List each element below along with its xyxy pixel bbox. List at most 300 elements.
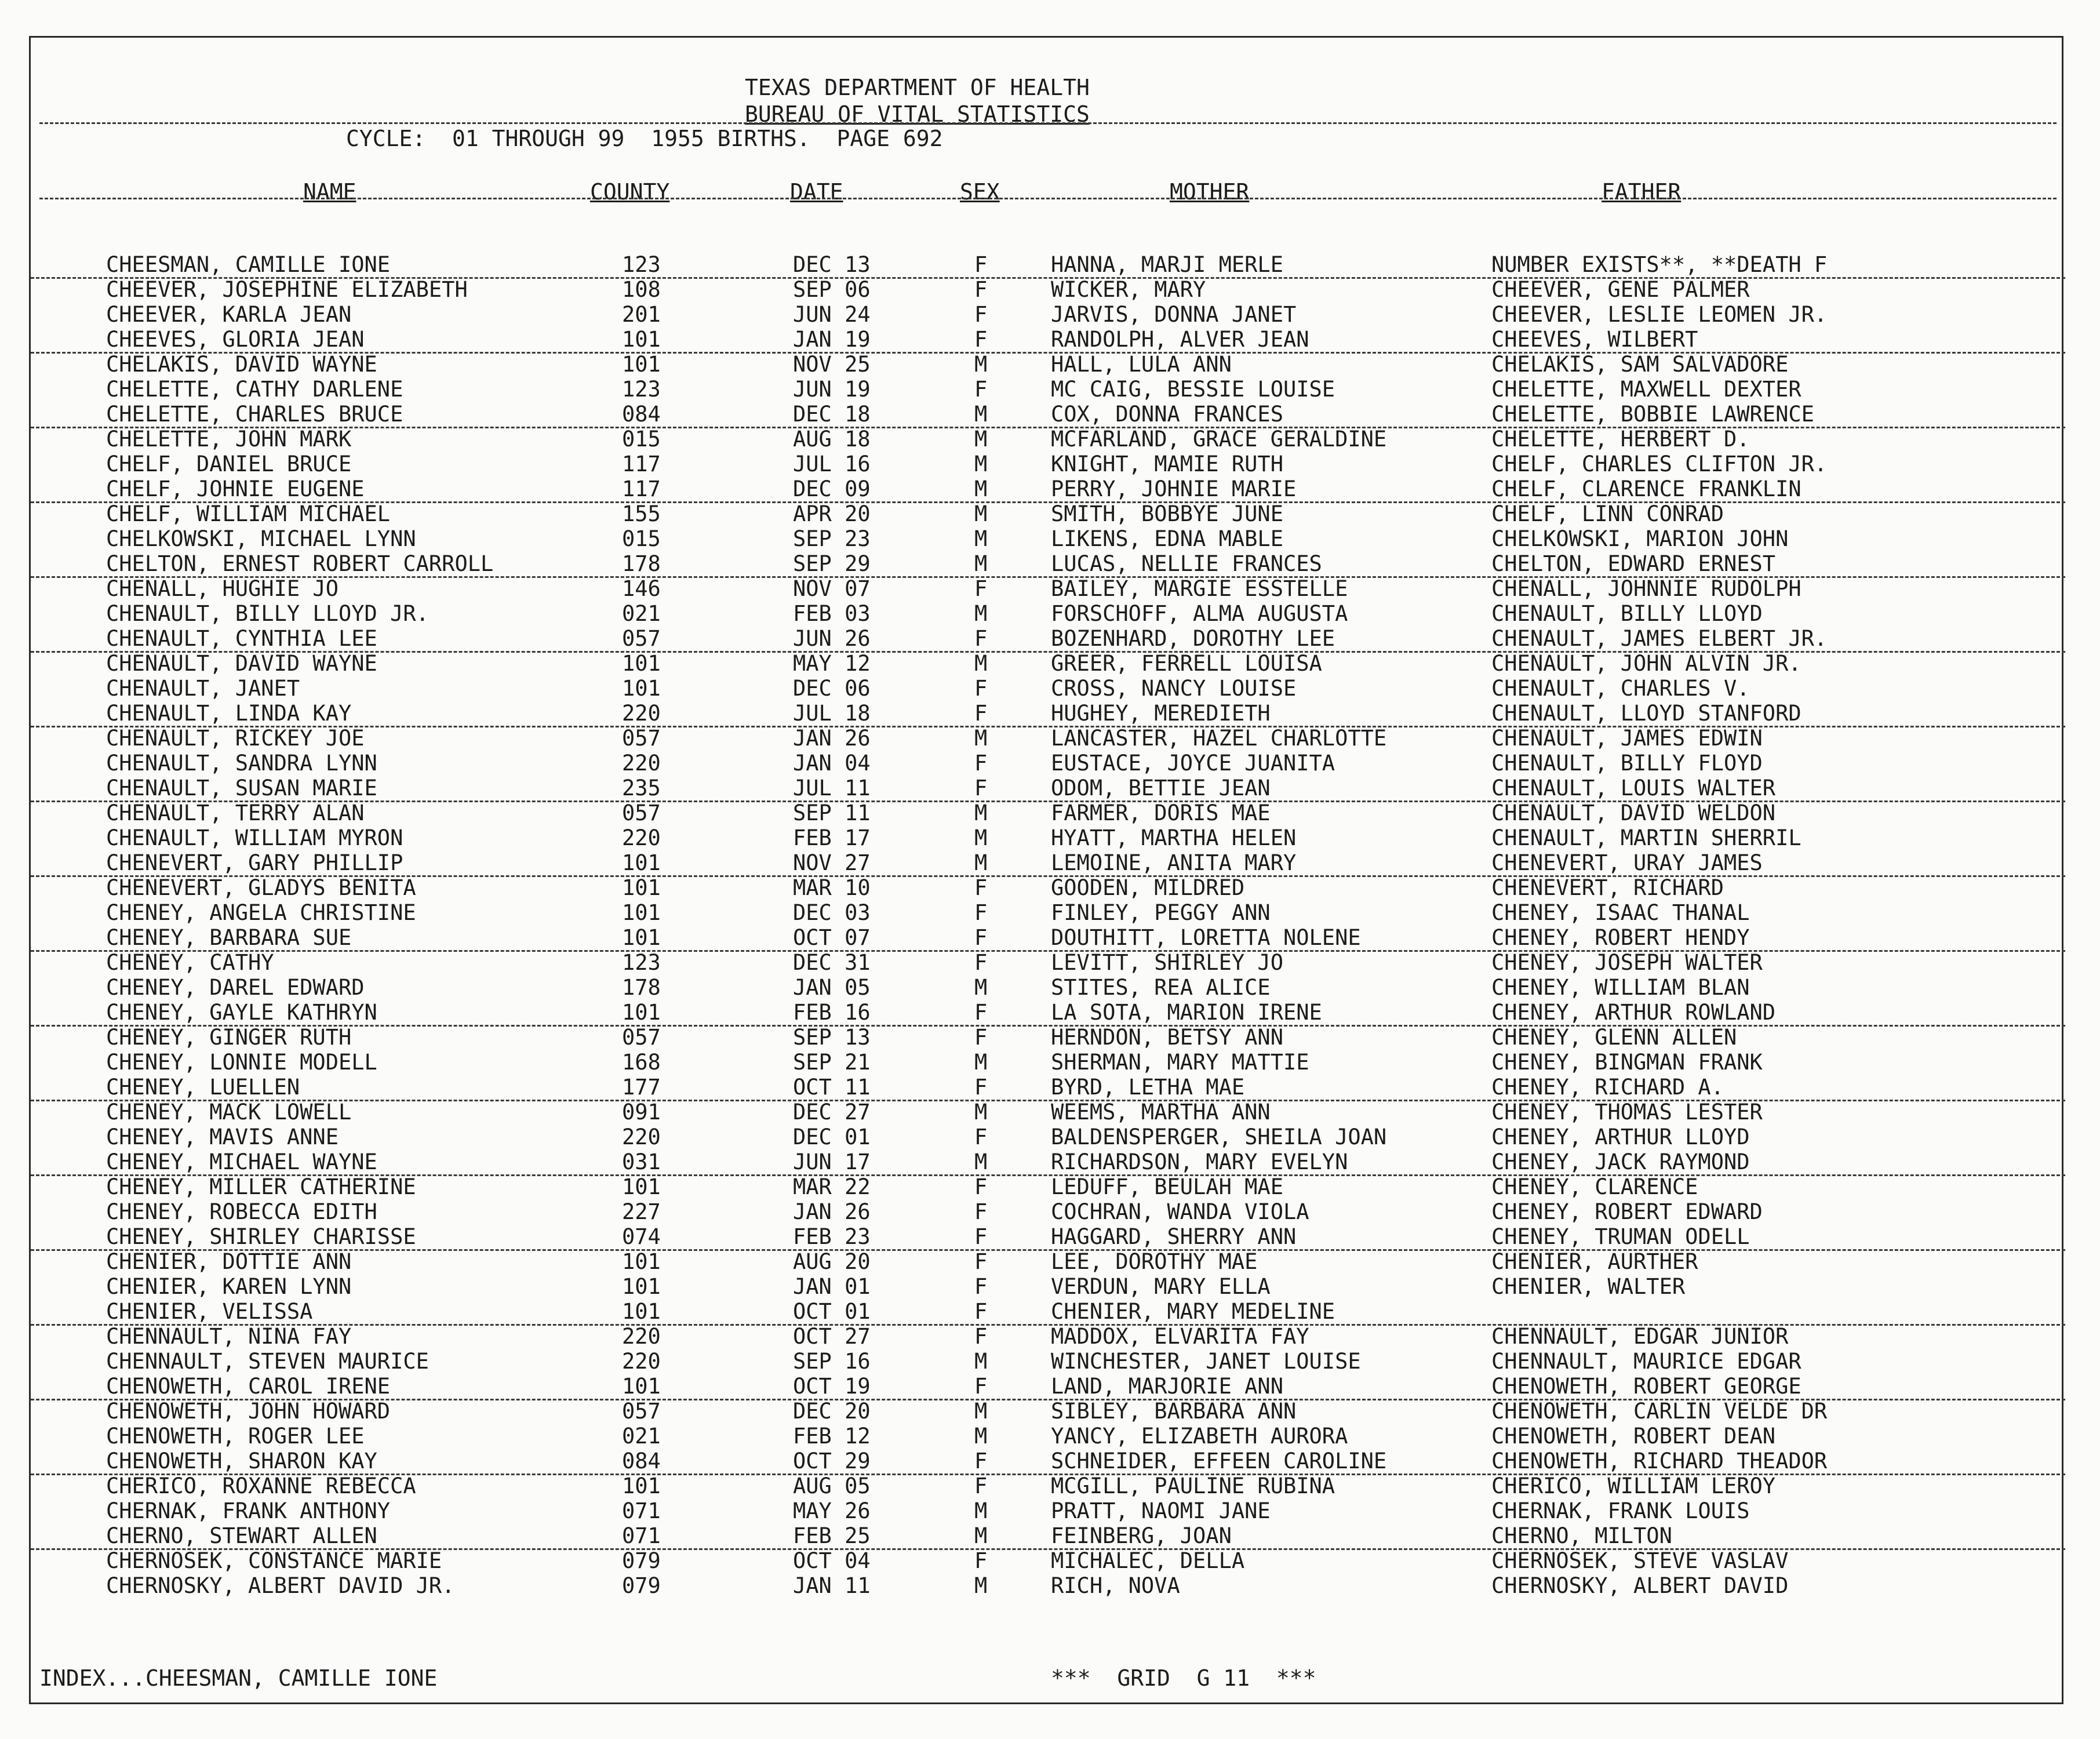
record-date: JUN 24 [793,302,871,327]
record-county: 015 [622,526,661,551]
record-mother: BALDENSPERGER, SHEILA JOAN [1051,1125,1387,1149]
record-date: JAN 26 [793,1199,871,1224]
record-father: CHELF, LINN CONRAD [1491,501,1724,526]
record-county: 091 [622,1100,661,1125]
record-sex: F [974,1449,988,1474]
record-county: 220 [622,1324,661,1349]
grid-footer: *** GRID G 11 *** [1051,1665,1316,1691]
record-date: JAN 01 [793,1274,871,1299]
record-father: CHENOWETH, ROBERT GEORGE [1491,1374,1801,1399]
record-date: JAN 11 [793,1573,871,1598]
record-row [31,1374,2065,1400]
record-mother: LEVITT, SHIRLEY JO [1051,950,1283,975]
record-name: CHERNOSKY, ALBERT DAVID JR. [106,1573,455,1598]
record-father: CHENOWETH, ROBERT DEAN [1491,1424,1776,1449]
record-row [31,925,2065,952]
record-mother: FORSCHOFF, ALMA AUGUSTA [1051,601,1348,626]
record-father: CHELETTE, HERBERT D. [1491,427,1750,452]
record-mother: SCHNEIDER, EFFEEN CAROLINE [1051,1449,1387,1474]
record-date: MAY 12 [793,651,871,676]
record-row [31,950,2065,975]
record-county: 201 [622,302,661,327]
record-row [31,875,2065,900]
record-name: CHENEY, SHIRLEY CHARISSE [106,1224,416,1249]
record-sex: F [974,1474,988,1498]
record-sex: M [974,526,988,551]
record-mother: COCHRAN, WANDA VIOLA [1051,1199,1309,1224]
record-date: DEC 18 [793,402,871,427]
record-row [31,452,2065,476]
department-title: TEXAS DEPARTMENT OF HEALTH [745,75,1090,100]
record-mother: SMITH, BOBBYE JUNE [1051,501,1283,526]
record-father: CHERNOSKY, ALBERT DAVID [1491,1573,1789,1598]
record-row [31,1100,2065,1125]
record-father: CHENNAULT, MAURICE EDGAR [1491,1349,1801,1374]
record-row [31,776,2065,802]
record-county: 084 [622,1449,661,1474]
record-sex: F [974,1274,988,1299]
record-name: CHELETTE, CHARLES BRUCE [106,402,403,427]
record-father: CHENIER, WALTER [1491,1274,1686,1299]
record-mother: STITES, REA ALICE [1051,975,1271,1000]
record-county: 101 [622,1299,661,1324]
record-father: CHERICO, WILLIAM LEROY [1491,1474,1776,1498]
record-name: CHENEY, MAVIS ANNE [106,1125,339,1149]
column-header-father: FATHER [1602,179,1682,205]
record-sex: M [974,726,988,751]
record-name: CHENOWETH, SHARON KAY [106,1449,377,1474]
record-row [31,1224,2065,1251]
record-date: OCT 29 [793,1449,871,1474]
record-father: CHENAULT, JAMES ELBERT JR. [1491,626,1828,651]
record-name: CHENEY, LUELLEN [106,1075,300,1100]
record-father: CHENEY, ISAAC THANAL [1491,900,1750,925]
record-row [31,1523,2065,1550]
record-sex: F [974,925,988,950]
record-row [31,1449,2065,1475]
record-father: CHERNAK, FRANK LOUIS [1491,1498,1750,1523]
record-mother: LEDUFF, BEULAH MAE [1051,1174,1283,1199]
record-sex: M [974,825,988,850]
record-date: SEP 13 [793,1025,871,1050]
record-row [31,1249,2065,1274]
record-name: CHENOWETH, ROGER LEE [106,1424,365,1449]
record-name: CHENAULT, CYNTHIA LEE [106,626,377,651]
column-header-name: NAME [303,179,356,205]
record-father: CHELF, CLARENCE FRANKLIN [1491,476,1801,501]
record-name: CHENAULT, JANET [106,676,300,701]
record-name: CHENIER, VELISSA [106,1299,313,1324]
record-name: CHELF, DANIEL BRUCE [106,452,352,476]
record-father: CHENAULT, DAVID WELDON [1491,801,1776,825]
record-father: CHENNAULT, EDGAR JUNIOR [1491,1324,1789,1349]
record-sex: F [974,1174,988,1199]
record-sex: F [974,1374,988,1399]
record-sex: F [974,875,988,900]
record-father: CHELF, CHARLES CLIFTON JR. [1491,452,1828,476]
record-date: APR 20 [793,501,871,526]
record-row [31,1498,2065,1523]
record-name: CHELF, WILLIAM MICHAEL [106,501,391,526]
record-name: CHENAULT, SUSAN MARIE [106,776,377,801]
column-header-county: COUNTY [590,179,670,205]
record-row [31,1149,2065,1176]
record-father: CHENAULT, LLOYD STANFORD [1491,701,1801,726]
record-row [31,1000,2065,1027]
record-father: CHENEY, TRUMAN ODELL [1491,1224,1750,1249]
record-county: 084 [622,402,661,427]
record-county: 101 [622,1474,661,1498]
record-mother: GOODEN, MILDRED [1051,875,1245,900]
record-row [31,1349,2065,1374]
record-date: OCT 07 [793,925,871,950]
record-row [31,626,2065,653]
record-name: CHERICO, ROXANNE REBECCA [106,1474,416,1498]
record-county: 079 [622,1573,661,1598]
record-sex: F [974,576,988,601]
record-mother: HANNA, MARJI MERLE [1051,252,1283,277]
record-row [31,252,2065,279]
index-footer: INDEX...CHEESMAN, CAMILLE IONE [39,1665,438,1691]
record-name: CHELETTE, CATHY DARLENE [106,377,403,402]
record-date: JAN 05 [793,975,871,1000]
record-father: CHENEY, ROBERT HENDY [1491,925,1750,950]
record-date: FEB 16 [793,1000,871,1025]
record-mother: JARVIS, DONNA JANET [1051,302,1297,327]
record-mother: BAILEY, MARGIE ESSTELLE [1051,576,1348,601]
record-date: FEB 12 [793,1424,871,1449]
record-name: CHENEY, BARBARA SUE [106,925,352,950]
record-sex: M [974,352,988,377]
record-name: CHENAULT, DAVID WAYNE [106,651,377,676]
record-sex: F [974,1000,988,1025]
record-mother: LA SOTA, MARION IRENE [1051,1000,1322,1025]
record-county: 057 [622,626,661,651]
record-county: 123 [622,377,661,402]
record-name: CHENEY, CATHY [106,950,274,975]
record-county: 079 [622,1548,661,1573]
record-county: 177 [622,1075,661,1100]
record-date: DEC 06 [793,676,871,701]
record-name: CHENAULT, SANDRA LYNN [106,751,377,776]
record-mother: MADDOX, ELVARITA FAY [1051,1324,1309,1349]
record-name: CHENIER, DOTTIE ANN [106,1249,352,1274]
record-county: 117 [622,452,661,476]
record-row [31,501,2065,526]
record-date: OCT 01 [793,1299,871,1324]
column-header-mother: MOTHER [1170,179,1250,205]
record-date: FEB 23 [793,1224,871,1249]
record-name: CHENEY, LONNIE MODELL [106,1050,377,1075]
record-row [31,1025,2065,1050]
record-sex: F [974,1075,988,1100]
record-father: CHENAULT, JOHN ALVIN JR. [1491,651,1801,676]
record-sex: M [974,1100,988,1125]
record-date: MAY 26 [793,1498,871,1523]
record-row [31,302,2065,327]
record-county: 220 [622,825,661,850]
record-date: NOV 07 [793,576,871,601]
record-date: MAR 10 [793,875,871,900]
record-mother: HAGGARD, SHERRY ANN [1051,1224,1297,1249]
record-mother: SHERMAN, MARY MATTIE [1051,1050,1309,1075]
record-mother: LAND, MARJORIE ANN [1051,1374,1283,1399]
record-row [31,825,2065,850]
record-sex: F [974,776,988,801]
record-father: NUMBER EXISTS**, **DEATH F [1491,252,1828,277]
record-name: CHENEVERT, GARY PHILLIP [106,850,403,875]
record-sex: F [974,626,988,651]
record-mother: EUSTACE, JOYCE JUANITA [1051,751,1335,776]
record-name: CHENEVERT, GLADYS BENITA [106,875,416,900]
record-row [31,427,2065,452]
record-name: CHENEY, GAYLE KATHRYN [106,1000,377,1025]
record-county: 101 [622,1374,661,1399]
record-father: CHERNOSEK, STEVE VASLAV [1491,1548,1789,1573]
record-father: CHENOWETH, CARLIN VELDE DR [1491,1399,1828,1424]
record-name: CHENEY, DAREL EDWARD [106,975,365,1000]
record-date: OCT 11 [793,1075,871,1100]
record-father: CHELETTE, BOBBIE LAWRENCE [1491,402,1814,427]
column-header-divider [39,198,2057,199]
record-name: CHERNOSEK, CONSTANCE MARIE [106,1548,442,1573]
record-sex: M [974,452,988,476]
column-header-sex: SEX [960,179,1000,205]
record-mother: FINLEY, PEGGY ANN [1051,900,1271,925]
record-county: 057 [622,1025,661,1050]
record-name: CHEESMAN, CAMILLE IONE [106,252,391,277]
record-sex: M [974,601,988,626]
record-county: 101 [622,1249,661,1274]
record-county: 108 [622,277,661,302]
record-county: 101 [622,1274,661,1299]
record-sex: F [974,1025,988,1050]
record-sex: M [974,975,988,1000]
record-sex: M [974,501,988,526]
record-mother: WICKER, MARY [1051,277,1206,302]
record-date: JAN 19 [793,327,871,352]
record-father: CHENAULT, CHARLES V. [1491,676,1750,701]
record-mother: LEMOINE, ANITA MARY [1051,850,1297,875]
record-name: CHENAULT, BILLY LLOYD JR. [106,601,429,626]
record-county: 071 [622,1498,661,1523]
record-sex: M [974,1399,988,1424]
record-mother: MC CAIG, BESSIE LOUISE [1051,377,1335,402]
record-father: CHENAULT, LOUIS WALTER [1491,776,1776,801]
record-father: CHELETTE, MAXWELL DEXTER [1491,377,1801,402]
record-father: CHENEVERT, URAY JAMES [1491,850,1763,875]
record-sex: F [974,1199,988,1224]
record-mother: BYRD, LETHA MAE [1051,1075,1245,1100]
record-row [31,576,2065,601]
record-row [31,1274,2065,1299]
record-row [31,1075,2065,1101]
record-name: CHENEY, MICHAEL WAYNE [106,1149,377,1174]
record-sex: F [974,1299,988,1324]
record-mother: LANCASTER, HAZEL CHARLOTTE [1051,726,1387,751]
record-father: CHELAKIS, SAM SALVADORE [1491,352,1789,377]
record-row [31,327,2065,354]
record-row [31,751,2065,776]
record-row [31,277,2065,302]
record-county: 123 [622,252,661,277]
record-date: MAR 22 [793,1174,871,1199]
record-county: 220 [622,701,661,726]
record-date: SEP 21 [793,1050,871,1075]
record-date: JUL 16 [793,452,871,476]
record-sex: M [974,551,988,576]
record-row [31,701,2065,727]
record-sex: F [974,1548,988,1573]
record-name: CHENALL, HUGHIE JO [106,576,339,601]
record-father: CHENALL, JOHNNIE RUDOLPH [1491,576,1801,601]
record-date: DEC 01 [793,1125,871,1149]
record-county: 155 [622,501,661,526]
record-county: 057 [622,726,661,751]
record-date: OCT 27 [793,1324,871,1349]
record-county: 071 [622,1523,661,1548]
record-row [31,402,2065,428]
record-name: CHELETTE, JOHN MARK [106,427,352,452]
record-sex: F [974,302,988,327]
record-sex: M [974,1523,988,1548]
record-date: FEB 03 [793,601,871,626]
record-row [31,601,2065,626]
record-county: 123 [622,950,661,975]
record-mother: GREER, FERRELL LOUISA [1051,651,1322,676]
record-mother: WINCHESTER, JANET LOUISE [1051,1349,1361,1374]
record-date: JAN 04 [793,751,871,776]
record-date: AUG 18 [793,427,871,452]
record-father: CHERNO, MILTON [1491,1523,1672,1548]
record-row [31,726,2065,751]
record-sex: F [974,1324,988,1349]
record-sex: M [974,801,988,825]
record-county: 057 [622,801,661,825]
record-name: CHELTON, ERNEST ROBERT CARROLL [106,551,494,576]
record-mother: COX, DONNA FRANCES [1051,402,1283,427]
record-name: CHENEY, MACK LOWELL [106,1100,352,1125]
record-father: CHENEY, BINGMAN FRANK [1491,1050,1763,1075]
record-sex: F [974,327,988,352]
record-row [31,1474,2065,1498]
record-mother: PRATT, NAOMI JANE [1051,1498,1271,1523]
record-mother: BOZENHARD, DOROTHY LEE [1051,626,1335,651]
record-father: CHEEVER, LESLIE LEOMEN JR. [1491,302,1828,327]
record-father: CHENEY, THOMAS LESTER [1491,1100,1763,1125]
record-sex: F [974,676,988,701]
record-county: 178 [622,551,661,576]
record-name: CHENAULT, LINDA KAY [106,701,352,726]
record-father: CHENEY, ARTHUR ROWLAND [1491,1000,1776,1025]
record-mother: CROSS, NANCY LOUISE [1051,676,1297,701]
record-name: CHEEVER, KARLA JEAN [106,302,352,327]
record-county: 101 [622,327,661,352]
record-row [31,900,2065,925]
record-sex: M [974,1573,988,1598]
record-father: CHELTON, EDWARD ERNEST [1491,551,1776,576]
record-name: CHENIER, KAREN LYNN [106,1274,352,1299]
record-sex: F [974,252,988,277]
record-sex: F [974,1125,988,1149]
record-name: CHENEY, ROBECCA EDITH [106,1199,377,1224]
record-row [31,1548,2065,1573]
record-county: 101 [622,676,661,701]
record-county: 021 [622,601,661,626]
record-father: CHENAULT, JAMES EDWIN [1491,726,1763,751]
record-date: FEB 25 [793,1523,871,1548]
record-name: CHENEY, GINGER RUTH [106,1025,352,1050]
record-father: CHENIER, AURTHER [1491,1249,1698,1274]
record-date: SEP 16 [793,1349,871,1374]
record-name: CHELF, JOHNIE EUGENE [106,476,365,501]
record-county: 101 [622,900,661,925]
record-county: 220 [622,1125,661,1149]
record-mother: KNIGHT, MAMIE RUTH [1051,452,1283,476]
record-name: CHENNAULT, STEVEN MAURICE [106,1349,429,1374]
record-date: DEC 31 [793,950,871,975]
record-name: CHEEVES, GLORIA JEAN [106,327,365,352]
record-county: 168 [622,1050,661,1075]
record-row [31,975,2065,1000]
record-mother: RICH, NOVA [1051,1573,1180,1598]
record-sex: M [974,402,988,427]
record-sex: M [974,651,988,676]
record-mother: HUGHEY, MEREDIETH [1051,701,1271,726]
record-mother: FARMER, DORIS MAE [1051,801,1271,825]
record-mother: RICHARDSON, MARY EVELYN [1051,1149,1348,1174]
header-divider [39,122,2057,124]
record-sex: F [974,751,988,776]
record-row [31,1174,2065,1199]
record-row [31,801,2065,825]
record-date: AUG 20 [793,1249,871,1274]
record-date: DEC 13 [793,252,871,277]
record-mother: YANCY, ELIZABETH AURORA [1051,1424,1348,1449]
record-father: CHENAULT, BILLY LLOYD [1491,601,1763,626]
record-county: 178 [622,975,661,1000]
record-county: 031 [622,1149,661,1174]
record-father: CHENEVERT, RICHARD [1491,875,1724,900]
record-date: NOV 25 [793,352,871,377]
record-father: CHENEY, GLENN ALLEN [1491,1025,1737,1050]
record-county: 101 [622,875,661,900]
record-father: CHENEY, JOSEPH WALTER [1491,950,1763,975]
record-sex: M [974,1498,988,1523]
record-date: AUG 05 [793,1474,871,1498]
record-mother: FEINBERG, JOAN [1051,1523,1232,1548]
record-date: SEP 29 [793,551,871,576]
record-mother: MICHALEC, DELLA [1051,1548,1245,1573]
record-date: DEC 20 [793,1399,871,1424]
record-name: CHENOWETH, JOHN HOWARD [106,1399,391,1424]
record-father: CHEEVER, GENE PALMER [1491,277,1750,302]
record-date: JUN 17 [793,1149,871,1174]
record-father: CHELKOWSKI, MARION JOHN [1491,526,1789,551]
record-mother: HERNDON, BETSY ANN [1051,1025,1283,1050]
record-name: CHERNAK, FRANK ANTHONY [106,1498,391,1523]
record-name: CHELAKIS, DAVID WAYNE [106,352,377,377]
record-mother: SIBLEY, BARBARA ANN [1051,1399,1297,1424]
record-mother: HALL, LULA ANN [1051,352,1232,377]
record-date: SEP 06 [793,277,871,302]
record-name: CHENNAULT, NINA FAY [106,1324,352,1349]
record-date: JUL 11 [793,776,871,801]
record-county: 117 [622,476,661,501]
record-mother: DOUTHITT, LORETTA NOLENE [1051,925,1361,950]
record-county: 227 [622,1199,661,1224]
record-father: CHENEY, ARTHUR LLOYD [1491,1125,1750,1149]
